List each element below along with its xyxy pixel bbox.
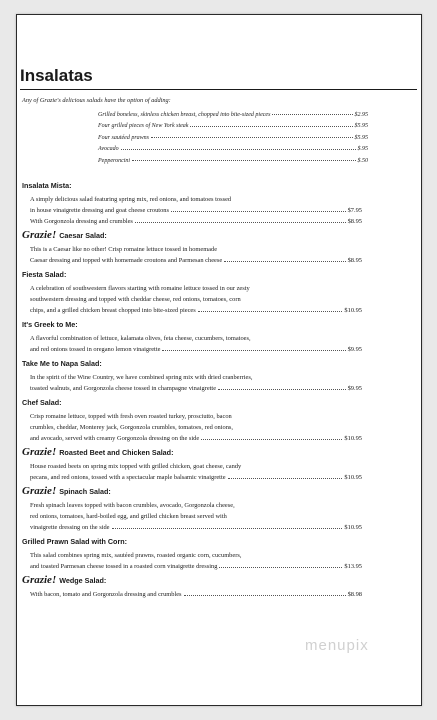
salad-list <box>22 179 362 602</box>
item-description <box>30 498 362 531</box>
item-name: Insalata Mista: <box>22 181 72 190</box>
item-price: $10.95 <box>344 307 362 314</box>
dot-leader <box>121 149 356 150</box>
line-text: and red onions tossed in oregano lemon vinaigrette <box>30 346 161 353</box>
addon-text: Four grilled pieces of New York steak <box>98 123 189 129</box>
line-text: This is a Caesar like no other! Crisp romaine lettuce tossed in homemade <box>30 246 218 253</box>
line-text: and toasted Parmesan cheese tossed in a roasted corn vinaigrette dressing <box>30 563 218 570</box>
menu-item <box>22 179 362 225</box>
item-name: Grilled Prawn Salad with Corn: <box>22 537 128 546</box>
dot-leader <box>224 261 345 262</box>
line-text: vinaigrette dressing on the side <box>30 524 110 531</box>
menu-item <box>22 396 362 442</box>
description-line <box>30 253 362 264</box>
addon-row <box>98 106 368 118</box>
line-text: Crisp romaine lettuce, topped with fresh oven roasted turkey, prosciutto, bacon <box>30 413 232 420</box>
item-price: $13.95 <box>344 563 362 570</box>
item-description <box>30 242 362 264</box>
grazie-logo: Grazie! <box>22 574 57 586</box>
description-line <box>30 214 362 225</box>
item-name: Roasted Beet and Chicken Salad: <box>59 448 174 457</box>
addon-price: $5.95 <box>354 134 368 141</box>
item-name: Wedge Salad: <box>59 576 107 585</box>
addon-text: Four sautéed prawns <box>98 134 149 141</box>
description-line <box>30 509 362 520</box>
description-line <box>30 498 362 509</box>
dot-leader <box>184 595 346 596</box>
menu-item <box>22 229 362 264</box>
line-text: House roasted beets on spring mix topped with grilled chicken, goat cheese, candy <box>30 463 242 470</box>
line-text: In the spirit of the Wine Country, we have combined spring mix with dried cranberries, <box>30 374 253 381</box>
item-price: $10.95 <box>344 435 362 442</box>
section-title: Insalatas <box>20 66 93 85</box>
menu-item <box>22 574 362 598</box>
dot-leader <box>218 389 346 390</box>
dot-leader <box>201 439 342 440</box>
line-text: With Gorgonzola dressing and crumbles <box>30 218 133 225</box>
item-heading <box>22 396 362 409</box>
title-divider <box>20 89 417 90</box>
item-price: $7.95 <box>347 207 362 214</box>
description-line <box>30 292 362 303</box>
menu-item <box>22 318 362 353</box>
line-text: pecans, and red onions, tossed with a spectacular maple balsamic vinaigrette <box>30 474 226 481</box>
item-name: Caesar Salad: <box>59 231 107 240</box>
menu-item <box>22 357 362 392</box>
addon-price: $5.95 <box>354 123 368 129</box>
addons-list <box>98 106 368 164</box>
description-line <box>30 381 362 392</box>
description-line <box>30 192 362 203</box>
line-text: southwestern dressing and topped with cheddar cheese, red onions, tomatoes, corn <box>30 296 241 303</box>
grazie-logo: Grazie! <box>22 229 57 241</box>
description-line <box>30 370 362 381</box>
item-description <box>30 370 362 392</box>
item-heading <box>22 268 362 281</box>
item-name: It's Greek to Me: <box>22 320 78 329</box>
menu-item <box>22 446 362 481</box>
item-heading <box>22 446 362 459</box>
item-price: $8.98 <box>347 591 362 598</box>
line-text: A simply delicious salad featuring spring mix, red onions, and tomatoes tossed <box>30 196 232 203</box>
line-text: and avocado, served with creamy Gorgonzola dressing on the side <box>30 435 200 442</box>
addon-row <box>98 118 368 130</box>
line-text: in house vinaigrette dressing and goat cheese croutons <box>30 207 169 214</box>
addon-price: $.50 <box>357 157 368 164</box>
item-price: $10.95 <box>344 474 362 481</box>
item-description <box>30 459 362 481</box>
item-description <box>30 409 362 442</box>
item-heading <box>22 485 362 498</box>
dot-leader <box>272 114 352 115</box>
dot-leader <box>135 222 346 223</box>
watermark: menupix <box>305 637 369 654</box>
item-description <box>30 548 362 570</box>
dot-leader <box>132 160 355 161</box>
line-text: Fresh spinach leaves topped with bacon crumbles, avocado, Gorgonzola cheese, <box>30 502 235 509</box>
item-price: $9.95 <box>347 385 362 392</box>
item-description <box>30 192 362 225</box>
item-price: $9.95 <box>347 346 362 353</box>
description-line <box>30 520 362 531</box>
description-line <box>30 587 362 598</box>
line-text: This salad combines spring mix, sautéed prawns, roasted organic corn, cucumbers, <box>30 552 242 559</box>
item-description <box>30 587 362 598</box>
description-line <box>30 459 362 470</box>
dot-leader <box>151 137 353 138</box>
item-name: Spinach Salad: <box>59 487 111 496</box>
menu-item <box>22 485 362 531</box>
addon-row <box>98 129 368 141</box>
item-description <box>30 281 362 314</box>
line-text: crumbles, cheddar, Monterey jack, Gorgonzola crumbles, tomatoes, red onions, <box>30 424 234 431</box>
dot-leader <box>198 311 343 312</box>
menu-item <box>22 535 362 570</box>
item-name: Chef Salad: <box>22 398 62 407</box>
addon-text: Grilled boneless, skinless chicken breast, chopped into bite-sized pieces <box>98 111 271 118</box>
addon-price: $.95 <box>357 146 368 152</box>
description-line <box>30 281 362 292</box>
item-heading <box>22 357 362 370</box>
description-line <box>30 342 362 353</box>
description-line <box>30 559 362 570</box>
dot-leader <box>112 528 343 529</box>
dot-leader <box>219 567 342 568</box>
dot-leader <box>171 211 346 212</box>
item-heading <box>22 179 362 192</box>
item-price: $8.95 <box>347 257 362 264</box>
line-text: chips, and a grilled chicken breast chopped into bite-sized pieces <box>30 307 196 314</box>
dot-leader <box>162 350 345 351</box>
description-line <box>30 409 362 420</box>
line-text: A celebration of southwestern flavors starting with romaine lettuce tossed in our zesty <box>30 285 250 292</box>
description-line <box>30 242 362 253</box>
line-text: toasted walnuts, and Gorgonzola cheese tossed in champagne vinaigrette <box>30 385 217 392</box>
addon-row <box>98 141 368 153</box>
addons-intro: Any of Grazie's delicious salads have the option of adding: <box>22 97 171 104</box>
line-text: red onions, tomatoes, hard-boiled egg, and grilled chicken breast served with <box>30 513 227 520</box>
item-price: $8.95 <box>347 218 362 225</box>
description-line <box>30 548 362 559</box>
description-line <box>30 303 362 314</box>
item-heading <box>22 574 362 587</box>
addon-row <box>98 152 368 164</box>
addon-text: Avocado <box>98 146 119 152</box>
line-text: Caesar dressing and topped with homemade croutons and Parmesan cheese <box>30 257 223 264</box>
addon-text: Pepperoncini <box>98 157 131 164</box>
grazie-logo: Grazie! <box>22 485 57 497</box>
dot-leader <box>228 478 343 479</box>
item-price: $10.95 <box>344 524 362 531</box>
description-line <box>30 331 362 342</box>
description-line <box>30 420 362 431</box>
item-heading <box>22 318 362 331</box>
dot-leader <box>190 126 352 127</box>
line-text: With bacon, tomato and Gorgonzola dressing and crumbles <box>30 591 182 598</box>
menu-item <box>22 268 362 314</box>
description-line <box>30 470 362 481</box>
line-text: A flavorful combination of lettuce, kalamata olives, feta cheese, cucumbers, tomatoes, <box>30 335 251 342</box>
item-name: Take Me to Napa Salad: <box>22 359 102 368</box>
item-heading <box>22 535 362 548</box>
addon-price: $2.95 <box>354 111 368 118</box>
item-description <box>30 331 362 353</box>
item-heading <box>22 229 362 242</box>
description-line <box>30 203 362 214</box>
description-line <box>30 431 362 442</box>
grazie-logo: Grazie! <box>22 446 57 458</box>
item-name: Fiesta Salad: <box>22 270 67 279</box>
